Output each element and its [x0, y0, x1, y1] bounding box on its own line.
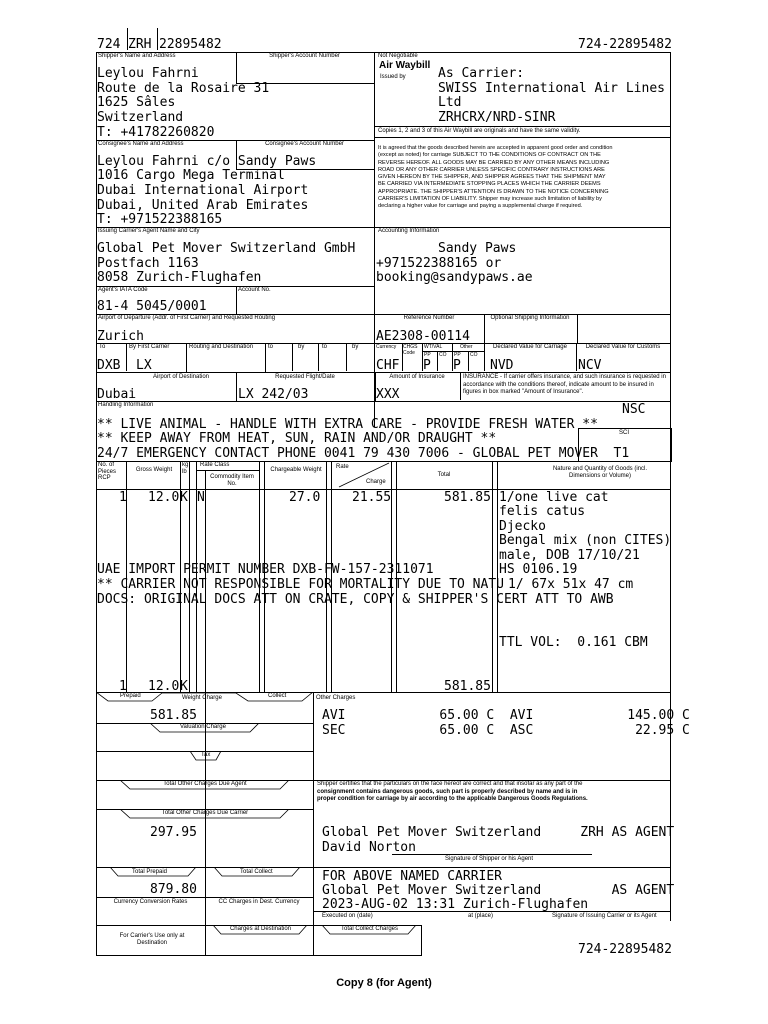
collect-label: Collect [268, 693, 287, 699]
executed-on-label: Executed on (date) [322, 913, 373, 919]
shipper-signature-line: Global Pet Mover Switzerland ZRH AS AGENT [322, 825, 675, 840]
shipper-certification: Shipper certifies that the particulars on the face hereof are correct and that insofar as any part of the consignment contains dangerous goods, such part is properly described by name and is in proper condition for carriage by air according to the applicable Dangerous Goods Regulations. [317, 781, 588, 802]
total-other-agent-label: Total Other Charges Due Agent [163, 781, 247, 787]
consignee-name: Leylou Fahrni c/o Sandy Paws [97, 154, 317, 169]
declared-customs-label: Declared Value for Customs [585, 344, 661, 350]
conditions-notice: It is agreed that the goods described herein are accepted in apparent good order and condition (except as noted) for carriage SUBJECT TO THE CONDITIONS OF CONTRACT ON THE REVERSE HEREOF. ALL GOODS MAY BE CARRIED BY ANY OTHER MEANS INCLUDING ROAD OR ANY OTHER CARRIER UNLESS SPECIFIC CONTRARY INSTRUCTIONS ARE GIVEN HEREON BY THE SHIPPER, AND SHIPPER AGREES THAT THE SHIPMENT MAY BE CARRIED VIA INTERMEDIATE STOPPING PLACES WHICH THE CARRIER DEEMS APPROPRIATE. THE SHIPPER'S ATTENTION IS DRAWN TO THE NOTICE CONCERNING CARRIER'S LIMITATION OF LIABILITY. Shipper may increase such limitation of liability by declaring a higher value for carriage and paying a supplemental charge if required. [378, 145, 613, 210]
departure-airport: Zurich [97, 329, 144, 344]
shipper-account-label: Shipper's Account Number [269, 53, 340, 59]
other-charges-line1: AVI 65.00 C AVI 145.00 C [322, 708, 690, 723]
goods-gross-weight: 12.0 [148, 490, 180, 505]
accounting-line1: Sandy Paws [438, 241, 517, 256]
chargeable-weight-label: Chargeable Weight [270, 467, 322, 473]
requested-flight: LX 242/03 [238, 387, 309, 402]
not-negotiable-label: Not Negotiable [378, 53, 418, 59]
goods-sum-pieces: 1 [119, 679, 127, 694]
carrier-route: ZRHCRX/NRD-SINR [438, 110, 556, 125]
agent-name-label: Issuing Carrier's Agent Name and City [98, 228, 200, 234]
goods-nature-5: male, DOB 17/10/21 [499, 548, 640, 563]
goods-nature-4: Bengal mix (non CITES) [499, 533, 672, 548]
cc-charges-label: CC Charges in Dest. Currency [218, 899, 300, 905]
requested-flight-label: Requested Flight/Date [275, 374, 335, 380]
goods-nature-6: HS 0106.19 [499, 562, 578, 577]
goods-unit: K [180, 490, 188, 505]
sci-label: SCI [618, 430, 629, 436]
declared-carriage-label: Declared Value for Carriage [493, 344, 567, 350]
account-no-label: Account No. [238, 287, 271, 293]
other-pp: P [453, 358, 461, 373]
total-other-carrier-label: Total Other Charges Due Carrier [161, 810, 249, 816]
goods-mortality: ** CARRIER NOT RESPONSIBLE FOR MORTALITY DUE TO NATU [97, 577, 504, 592]
agent-name: Global Pet Mover Switzerland GmbH [97, 241, 356, 256]
total-collect-charges-label: Total Collect Charges [340, 926, 399, 932]
shipper-name-label: Shipper's Name and Address [98, 53, 176, 59]
carrier-signature-line3: 2023-AUG-02 13:31 Zurich-Flughafen [322, 897, 589, 912]
goods-sum-total: 581.85 [444, 679, 491, 694]
insurance-amount: XXX [376, 387, 400, 402]
coll2-label: CO [470, 352, 478, 358]
shipper-country: Switzerland [97, 110, 184, 125]
goods-sum-weight: 12.0 [148, 679, 180, 694]
valuation-charge-label: Valuation Charge [180, 724, 226, 730]
awb-number-bottom: 724-22895482 [578, 942, 672, 957]
goods-nature-1: 1/one live cat [499, 490, 609, 505]
signature-shipper-label: Signature of Shipper or his Agent [445, 856, 534, 862]
total-other-carrier-value: 297.95 [150, 825, 197, 840]
goods-sum-unit: K [180, 679, 188, 694]
total-prepaid-value: 879.80 [150, 882, 197, 897]
handling-line2: ** KEEP AWAY FROM HEAT, SUN, RAIN AND/OR DRAUGHT ** [97, 431, 497, 446]
total-prepaid-tab-icon [96, 867, 314, 879]
to2-label: to [268, 344, 274, 350]
handling-line1: ** LIVE ANIMAL - HANDLE WITH EXTRA CARE - PROVIDE FRESH WATER ** [97, 417, 598, 432]
shipper-signature-person: David Norton [322, 840, 416, 855]
handling-nsc: NSC [622, 402, 646, 417]
currency-label: Currency [376, 344, 397, 350]
agent-iata-code: 81-4 5045/0001 [97, 299, 207, 314]
optional-shipping-label: Optional Shipping Information [490, 315, 570, 321]
other-charges-label: Other Charges [316, 695, 356, 701]
shipper-street: Route de la Rosaire 31 [97, 81, 270, 96]
goods-nature-7: 1/ 67x 51x 47 cm [508, 577, 634, 592]
rate-label: Rate [336, 464, 349, 470]
goods-ttl-vol: TTL VOL: 0.161 CBM [499, 635, 648, 650]
gross-weight-label: Gross Weight [135, 467, 173, 473]
by-first-carrier-label: By First Carrier [129, 344, 170, 350]
awb-origin-code: ZRH [128, 37, 152, 52]
kg-lb-label: kg lb [182, 462, 189, 475]
reference-number: AE2308-00114 [376, 329, 470, 344]
other-label: Other [460, 344, 473, 350]
routing-destination-label: Routing and Destination [189, 344, 254, 350]
copy-label: Copy 8 (for Agent) [336, 977, 432, 989]
goods-rate: 21.55 [352, 490, 392, 505]
airport-destination-label: Airport of Destination [152, 374, 210, 380]
copies-note: Copies 1, 2 and 3 of this Air Waybill are originals and have the same validity. [378, 128, 581, 134]
goods-nature-2: felis catus [499, 504, 586, 519]
total-collect-label: Total Collect [240, 869, 273, 875]
carrier-name-1: SWISS International Air Lines [438, 81, 665, 96]
handling-line3: 24/7 EMERGENCY CONTACT PHONE 0041 79 430 7006 - GLOBAL PET MOVER T1 [97, 446, 630, 461]
prepaid-label: Prepaid [120, 693, 141, 699]
wt-val-label: WT/VAL [424, 344, 443, 350]
route-currency: CHF [376, 358, 400, 373]
pp2-label: PP [454, 352, 461, 358]
carrier-signature-line1: FOR ABOVE NAMED CARRIER [322, 869, 503, 884]
other-charges-line2: SEC 65.00 C ASC 22.95 C [322, 723, 690, 738]
consignee-street: 1016 Cargo Mega Terminal [97, 168, 285, 183]
consignee-phone: T: +971522388165 [97, 212, 223, 227]
to3-label: to [322, 344, 328, 350]
carrier-use-label: For Carrier's Use only at Destination [119, 933, 185, 946]
accounting-label: Accounting Information [378, 228, 440, 234]
by3-label: by [352, 344, 359, 350]
to-label: To [99, 344, 106, 350]
consignee-country: Dubai, United Arab Emirates [97, 198, 309, 213]
agent-iata-label: Agent's IATA Code [98, 287, 148, 293]
goods-pieces: 1 [119, 490, 127, 505]
charges-destination-label: Charges at Destination [229, 926, 292, 932]
shipper-city: 1625 Sâles [97, 95, 176, 110]
amount-insurance-label: Amount of Insurance [389, 374, 445, 380]
by2-label: by [298, 344, 305, 350]
route-to: DXB [97, 358, 121, 373]
declared-carriage-value: NVD [490, 358, 514, 373]
destination-airport: Dubai [97, 387, 137, 402]
shipper-phone: T: +41782260820 [97, 125, 215, 140]
goods-nature-3: Djecko [499, 519, 546, 534]
tax-label: Tax [201, 752, 211, 758]
agent-city: 8058 Zurich-Flughafen [97, 270, 262, 285]
no-pieces-label: No. of Pieces RCP [98, 462, 117, 481]
consignee-name-label: Consignee's Name and Address [98, 141, 184, 147]
air-waybill-title: Air Waybill [379, 60, 431, 71]
weight-charge-label: Weight Charge [182, 695, 222, 701]
carrier-as-carrier: As Carrier: [438, 66, 525, 81]
accounting-line2: +971522388165 or [376, 256, 502, 271]
insurance-note: INSURANCE - If carrier offers insurance, and such insurance is requested in accordance with the conditions thereof, indicate amount to be insured in figures in box marked "Amount of Insurance". [463, 374, 666, 395]
agent-street: Postfach 1163 [97, 256, 199, 271]
signature-carrier-label: Signature of Issuing Carrier or its Agent [552, 913, 657, 919]
coll1-label: CO [439, 352, 447, 358]
reference-number-label: Reference Number [403, 315, 455, 321]
accounting-line3: booking@sandypaws.ae [376, 270, 533, 285]
rate-class-label: Rate Class [200, 462, 230, 468]
consignee-city: Dubai International Airport [97, 183, 309, 198]
carrier-signature-line2: Global Pet Mover Switzerland AS AGENT [322, 883, 675, 898]
shipper-name: Leylou Fahrni [97, 66, 199, 81]
goods-docs: DOCS: ORIGINAL DOCS ATT ON CRATE, COPY & SHIPPER'S CERT ATT TO AWB [97, 592, 614, 607]
carrier-name-2: Ltd [438, 95, 462, 110]
goods-rate-class: N [197, 490, 205, 505]
goods-total: 581.85 [444, 490, 491, 505]
awb-prefix: 724 [97, 37, 121, 52]
issued-by-label: Issued by [380, 74, 406, 80]
commodity-item-label: Commodity Item No. [210, 474, 254, 487]
awb-serial: 22895482 [159, 37, 222, 52]
pp1-label: PP [424, 352, 431, 358]
declared-customs-value: NCV [578, 358, 602, 373]
goods-permit: UAE IMPORT PERMIT NUMBER DXB-FW-157-2311071 [97, 562, 434, 577]
departure-label: Airport of Departure (Addr. of First Carrier) and Requested Routing [98, 315, 276, 321]
total-prepaid-label: Total Prepaid [132, 869, 168, 875]
consignee-account-label: Consignee's Account Number [265, 141, 344, 147]
awb-number-top: 724-22895482 [578, 37, 672, 52]
at-place-label: at (place) [468, 913, 494, 919]
charge-label: Charge [366, 479, 386, 485]
weight-charge-prepaid: 581.85 [150, 708, 197, 723]
goods-chargeable-weight: 27.0 [289, 490, 321, 505]
wt-val-pp: P [423, 358, 431, 373]
nature-quantity-label: Nature and Quantity of Goods (incl. Dimensions or Volume) [552, 466, 648, 479]
route-by-first-carrier: LX [136, 358, 152, 373]
chgs-code-label: CHGS Code [403, 344, 418, 356]
total-label: Total [437, 472, 451, 478]
currency-conversion-label: Currency Conversion Rates [113, 899, 188, 905]
handling-info-label: Handling Information [98, 402, 154, 408]
